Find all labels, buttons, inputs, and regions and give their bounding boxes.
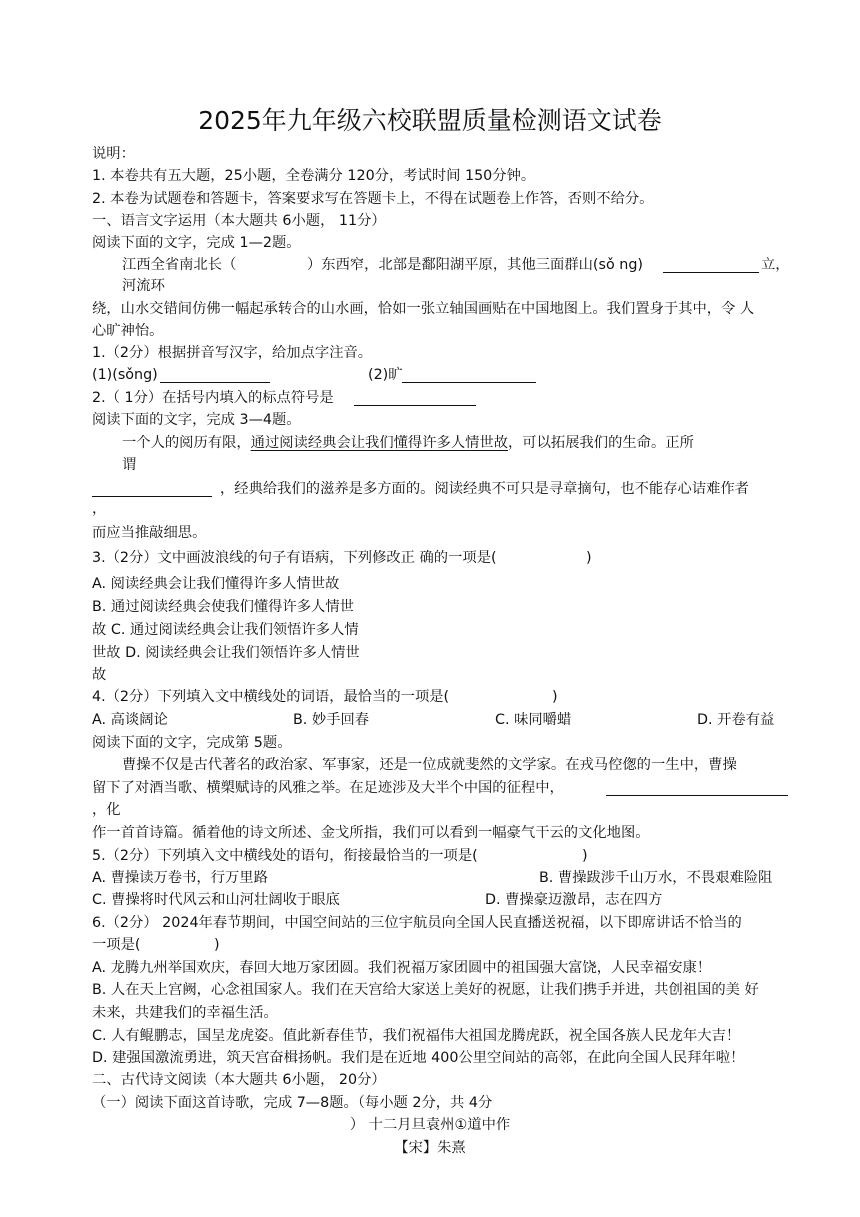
q6-option-b-1: B. 人在天上宫阙，心念祖国家人。我们在天宫给大家送上美好的祝愿，让我们携手并进，共创祖国的美 好: [92, 982, 759, 998]
passage2-line1a: 一个人的阅历有限，: [122, 435, 251, 451]
passage2-line5: 而应当推敲细思。: [92, 525, 207, 541]
blank-sheng: [663, 258, 759, 273]
q3-stem: 3.（2分）文中画波浪线的句子有语病，下列修改正 确的一项是(: [92, 550, 497, 566]
section1-heading: 一、语言文字运用（本大题共 6小题， 11分）: [92, 213, 386, 229]
passage2-blank: [92, 482, 212, 497]
q1-stem: 1.（2分）根据拼音写汉字，给加点字注音。: [92, 345, 373, 361]
wavy-sentence: 通过阅读经典会让我们懂得许多人情世故: [250, 435, 509, 451]
q5-option-a: A. 曹操读万卷书，行万里路: [92, 870, 268, 886]
q3-close: ): [586, 550, 592, 566]
q3-line-1: A. 阅读经典会让我们懂得许多人情世故: [92, 576, 340, 592]
exam-title: 2025年九年级六校联盟质量检测语文试卷: [198, 106, 662, 135]
instruction-item-2: 2. 本卷为试题卷和答题卡，答案要求写在答题卡上，不得在试题卷上作答，否则不给分。: [92, 191, 654, 207]
q6-close: ): [214, 937, 220, 953]
passage3-line2: 留下了对酒当歌、横槊赋诗的风雅之举。在足迹涉及大半个中国的征程中，: [92, 780, 564, 796]
q6-option-b-2: 未来，共建我们的幸福生活。: [92, 1005, 278, 1021]
q6-stem-2: 一项是(: [92, 937, 141, 953]
q1-a-blank: [160, 368, 270, 383]
q4-option-a: A. 高谈阔论: [92, 712, 168, 728]
passage1-line1b: ）东西窄，北部是鄱阳湖平原，其他三面群山(sǒ ng): [307, 257, 643, 273]
q5-option-d: D. 曹操豪迈激昂，志在四方: [485, 892, 663, 908]
q4-option-b: B. 妙手回春: [293, 712, 370, 728]
q4-option-d: D. 开卷有益: [697, 712, 775, 728]
q1-b-label: (2)旷: [368, 367, 403, 383]
q3-line-5: 故: [92, 667, 107, 683]
passage1-line3: 绕，山水交错间仿佛一幅起承转合的山水画，恰如一张立轴国画贴在中国地图上。我们置身于其中，令 人: [92, 301, 755, 317]
q5-stem: 5.（2分）下列填入文中横线处的语句，衔接最恰当的一项是(: [92, 848, 478, 864]
poem-title: ） 十二月旦袁州①道中作: [349, 1117, 511, 1133]
passage2-line3: ，经典给我们的滋养是多方面的。阅读经典不可只是寻章摘句，也不能存心诘难作者: [220, 481, 749, 497]
passage3-intro: 阅读下面的文字，完成第 5题。: [92, 735, 292, 751]
passage2-line1b: ，可以拓展我们的生命。正所: [508, 435, 694, 451]
passage2-line4: ，: [92, 501, 107, 517]
q4-stem: 4.（2分）下列填入文中横线处的词语，最恰当的一项是(: [92, 689, 450, 705]
q5-option-b: B. 曹操跋涉千山万水，不畏艰难险阻: [539, 870, 773, 886]
passage2-line1: [122, 436, 694, 450]
q3-line-2: B. 通过阅读经典会使我们懂得许多人情世: [92, 599, 354, 615]
passage1-intro: 阅读下面的文字，完成 1—2题。: [92, 235, 301, 251]
instruction-item-1: 1. 本卷共有五大题，25小题，全卷满分 120分，考试时间 150分钟。: [92, 168, 536, 184]
section2-sub1: （一）阅读下面这首诗歌，完成 7—8题。（每小题 2分，共 4分: [92, 1095, 493, 1111]
passage3-blank: [606, 781, 788, 796]
q3-line-4: 世故 D. 阅读经典会让我们领悟许多人情世: [92, 645, 360, 661]
q5-close: ): [582, 848, 588, 864]
passage1-line1c: 立，: [761, 257, 790, 273]
poem-author: 【宋】朱熹: [394, 1140, 466, 1156]
q1-a-label: (1)(sǒng): [92, 367, 158, 383]
q4-close: ): [552, 689, 558, 705]
q2-stem: 2.（ 1分）在括号内填入的标点符号是: [92, 390, 334, 406]
passage1-line2: 河流环: [122, 278, 165, 294]
passage1-line4: 心旷神怡。: [92, 323, 164, 339]
passage3-line3: ，化: [92, 802, 121, 818]
q3-line-3: 故 C. 通过阅读经典会让我们领悟许多人情: [92, 622, 359, 638]
q1-b-blank: [402, 368, 536, 383]
q2-blank: [354, 391, 476, 406]
passage3-line1: 曹操不仅是古代著名的政治家、军事家，还是一位成就斐然的文学家。在戎马倥偬的一生中，曹操: [122, 757, 737, 773]
q6-stem-1: 6.（2分） 2024年春节期间，中国空间站的三位宇航员向全国人民直播送祝福，以下即席讲话不恰当的: [92, 915, 742, 931]
q6-option-c: C. 人有鲲鹏志，国呈龙虎姿。值此新春佳节，我们祝福伟大祖国龙腾虎跃，祝全国各族人民龙年大吉！: [92, 1028, 741, 1044]
passage2-line2: 谓: [122, 457, 137, 473]
q6-option-a: A. 龙腾九州举国欢庆，春回大地万家团圆。我们祝福万家团圆中的祖国强大富饶，人民幸福安康！: [92, 960, 712, 976]
instructions-heading: 说明：: [92, 146, 135, 162]
passage3-line4: 作一首首诗篇。循着他的诗文所述、金戈所指，我们可以看到一幅豪气干云的文化地图。: [92, 825, 650, 841]
q5-option-c: C. 曹操将时代风云和山河壮阔收于眼底: [92, 892, 340, 908]
q4-option-c: C. 味同嚼蜡: [495, 712, 572, 728]
q6-option-d: D. 建强国激流勇进，筑天宫奋楫扬帆。我们是在近地 400公里空间站的高邻，在此向全国人民拜年啦！: [92, 1050, 745, 1066]
section2-heading: 二、古代诗文阅读（本大题共 6小题， 20分）: [92, 1072, 386, 1088]
passage1-line1a: 江西全省南北长（: [122, 257, 237, 273]
passage2-intro: 阅读下面的文字，完成 3—4题。: [92, 412, 301, 428]
